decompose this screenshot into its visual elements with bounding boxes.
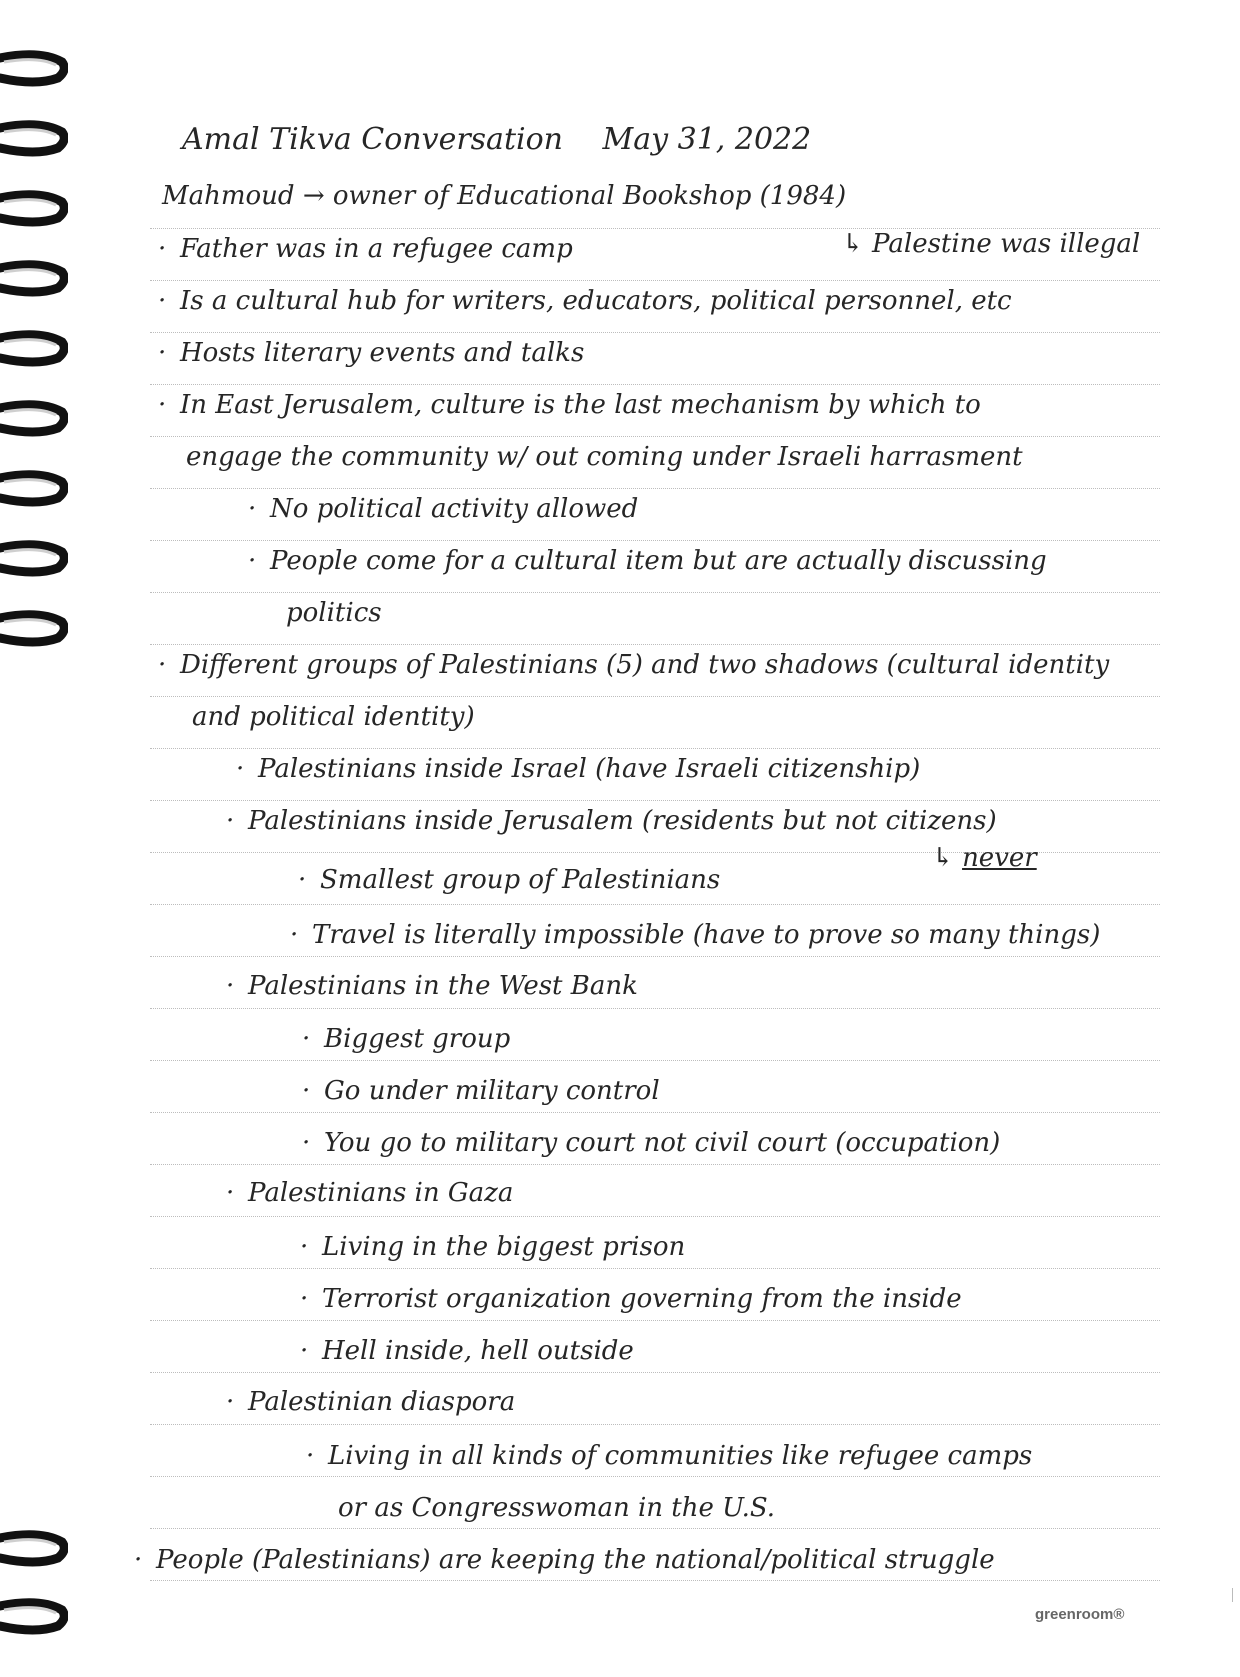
bullet-dot-icon: · xyxy=(226,806,235,836)
note-line-text: Father was in a refugee camp xyxy=(180,234,573,264)
bullet-dot-icon: · xyxy=(248,546,257,576)
note-line-text: Palestinians inside Jerusalem (residents but not citizens) xyxy=(248,806,997,836)
spiral-coil-icon xyxy=(0,1528,68,1568)
spiral-coil-icon xyxy=(0,258,68,298)
note-line-text: People come for a cultural item but are actually discussing xyxy=(270,546,1047,576)
rule-line xyxy=(150,592,1160,593)
bullet-dot-icon: · xyxy=(302,1076,311,1106)
spiral-coil-icon xyxy=(0,468,68,508)
rule-line xyxy=(150,1424,1160,1425)
rule-line xyxy=(150,1164,1160,1165)
margin-note-text: never xyxy=(962,843,1037,873)
note-line-text: No political activity allowed xyxy=(270,494,639,524)
note-line-text: Hell inside, hell outside xyxy=(322,1336,634,1366)
spiral-coil-icon xyxy=(0,118,68,158)
note-line xyxy=(302,1075,660,1107)
note-line xyxy=(300,1283,962,1315)
rule-line xyxy=(150,1008,1160,1009)
spiral-coil-icon xyxy=(0,608,68,648)
note-line-text: Living in the biggest prison xyxy=(322,1232,686,1262)
bullet-dot-icon: · xyxy=(158,650,167,680)
note-line-text: Hosts literary events and talks xyxy=(180,338,585,368)
rule-line xyxy=(150,1528,1160,1529)
note-line-continued: and political identity) xyxy=(192,702,475,732)
bullet-dot-icon: · xyxy=(300,1232,309,1262)
note-line-continued: engage the community w/ out coming under Israeli harrasment xyxy=(186,442,1023,472)
note-line xyxy=(302,1127,1000,1159)
bullet-dot-icon: · xyxy=(226,971,235,1001)
rule-line xyxy=(150,748,1160,749)
note-line-text: Biggest group xyxy=(324,1024,511,1054)
note-line xyxy=(158,233,573,265)
bullet-dot-icon: · xyxy=(300,1284,309,1314)
note-line-text: In East Jerusalem, culture is the last mechanism by which to xyxy=(180,390,981,420)
note-line-text: Different groups of Palestinians (5) and two shadows (cultural identity xyxy=(180,650,1110,680)
rule-line xyxy=(150,1112,1160,1113)
note-line xyxy=(248,545,1047,577)
bullet-dot-icon: · xyxy=(158,390,167,420)
note-line xyxy=(226,1386,515,1418)
rule-line xyxy=(150,696,1160,697)
spiral-coil-icon xyxy=(0,398,68,438)
margin-note xyxy=(932,842,1037,874)
rule-line xyxy=(150,1216,1160,1217)
bullet-dot-icon: · xyxy=(158,234,167,264)
rule-line xyxy=(150,280,1160,281)
note-line xyxy=(158,649,1109,681)
bullet-dot-icon: · xyxy=(306,1441,315,1471)
rule-line xyxy=(150,436,1160,437)
note-line: Mahmoud → owner of Educational Bookshop (1984) xyxy=(162,181,847,211)
bullet-dot-icon: · xyxy=(302,1128,311,1158)
bullet-dot-icon: · xyxy=(158,338,167,368)
bullet-dot-icon: · xyxy=(226,1178,235,1208)
note-line xyxy=(302,1023,510,1055)
rule-line xyxy=(150,1320,1160,1321)
spiral-coil-icon xyxy=(0,538,68,578)
bullet-dot-icon: · xyxy=(290,920,299,950)
note-line-text: People (Palestinians) are keeping the national/political struggle xyxy=(156,1545,995,1575)
note-line xyxy=(226,1177,513,1209)
rule-line xyxy=(150,1372,1160,1373)
note-line xyxy=(158,337,584,369)
title-text: Amal Tikva Conversation xyxy=(182,122,563,157)
rule-line xyxy=(150,904,1160,905)
margin-note: ↳ Palestine was illegal xyxy=(842,229,1141,259)
rule-line xyxy=(150,1580,1160,1581)
rule-line xyxy=(150,644,1160,645)
note-line-text: Travel is literally impossible (have to prove so many things) xyxy=(312,920,1101,950)
note-line-text: Smallest group of Palestinians xyxy=(320,865,721,895)
note-line xyxy=(226,805,997,837)
title-date: May 31, 2022 xyxy=(602,122,812,157)
bullet-dot-icon: · xyxy=(298,865,307,895)
rule-line xyxy=(150,488,1160,489)
rule-line xyxy=(150,1476,1160,1477)
note-line xyxy=(306,1440,1032,1472)
brand-logo: greenroom® xyxy=(1035,1606,1125,1623)
spiral-coil-icon xyxy=(0,1596,68,1636)
note-title xyxy=(182,124,811,156)
bullet-dot-icon: · xyxy=(236,754,245,784)
spiral-coil-icon xyxy=(0,328,68,368)
note-line-text: You go to military court not civil court (occupation) xyxy=(324,1128,1001,1158)
edge-tick xyxy=(1232,1588,1233,1602)
note-line xyxy=(248,493,638,525)
bullet-dot-icon: · xyxy=(300,1336,309,1366)
rule-line xyxy=(150,332,1160,333)
rule-line xyxy=(150,956,1160,957)
note-line-text: Terrorist organization governing from the inside xyxy=(322,1284,962,1314)
bullet-dot-icon: · xyxy=(248,494,257,524)
note-line-text: Living in all kinds of communities like refugee camps xyxy=(328,1441,1033,1471)
note-line xyxy=(236,753,920,785)
note-line-continued: politics xyxy=(286,598,382,628)
bullet-dot-icon: · xyxy=(226,1387,235,1417)
note-line xyxy=(290,919,1100,951)
spiral-coil-icon xyxy=(0,188,68,228)
bullet-dot-icon: · xyxy=(158,286,167,316)
note-line-text: Is a cultural hub for writers, educators, political personnel, etc xyxy=(180,286,1012,316)
note-line xyxy=(134,1544,995,1576)
note-line xyxy=(298,864,720,896)
note-line xyxy=(300,1335,634,1367)
arrow-icon: ↳ xyxy=(932,843,954,873)
rule-line xyxy=(150,1268,1160,1269)
note-line-text: Palestinian diaspora xyxy=(248,1387,516,1417)
spiral-coil-icon xyxy=(0,48,68,88)
note-line-text: Go under military control xyxy=(324,1076,660,1106)
rule-line xyxy=(150,800,1160,801)
note-line-continued: or as Congresswoman in the U.S. xyxy=(338,1493,776,1523)
bullet-dot-icon: · xyxy=(302,1024,311,1054)
note-line xyxy=(300,1231,685,1263)
rule-line xyxy=(150,384,1160,385)
note-line xyxy=(158,389,981,421)
rule-line xyxy=(150,1060,1160,1061)
note-line xyxy=(158,285,1012,317)
note-line-text: Palestinians inside Israel (have Israeli citizenship) xyxy=(258,754,921,784)
rule-line xyxy=(150,540,1160,541)
note-line xyxy=(226,970,638,1002)
note-line-text: Palestinians in Gaza xyxy=(248,1178,514,1208)
bullet-dot-icon: · xyxy=(134,1545,143,1575)
note-line-text: Palestinians in the West Bank xyxy=(248,971,638,1001)
